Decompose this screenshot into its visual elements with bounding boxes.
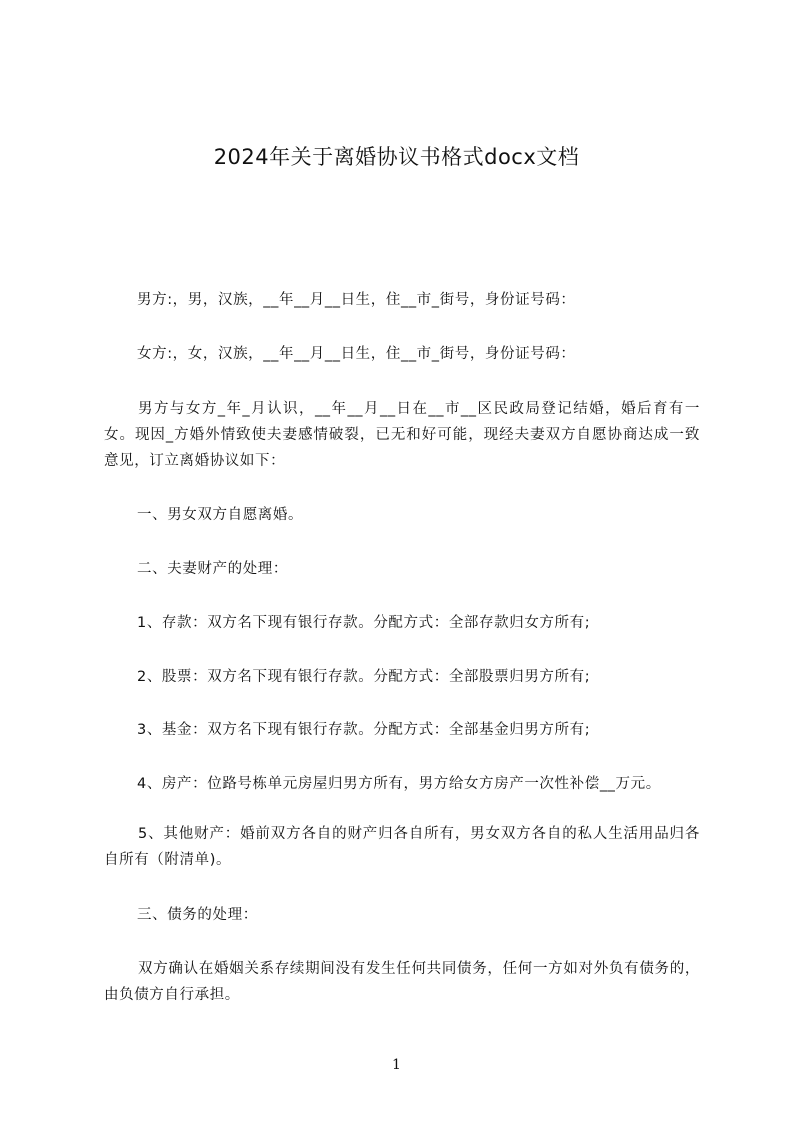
section-heading-3: 三、债务的处理：: [137, 907, 258, 923]
paragraph-background: 男方与女方_年_月认识，__年__月__日在__市__区民政局登记结婚，婚后育有一女。现因_方婚外情致使夫妻感情破裂，已无和好可能，现经夫妻双方自愿协商达成一致意见，订立离婚协议如下：: [104, 401, 700, 469]
list-item-stocks: 2、股票：双方名下现有银行存款。分配方式：全部股票归男方所有;: [137, 669, 591, 685]
paragraph-wife-info: 女方:，女，汉族，__年__月__日生，住__市_街号，身份证号码：: [137, 346, 576, 362]
paragraph-husband-info: 男方:，男，汉族，__年__月__日生，住__市_街号，身份证号码：: [137, 292, 576, 308]
section-heading-1: 一、男女双方自愿离婚。: [137, 507, 304, 523]
page-number: 1: [392, 1057, 401, 1073]
list-item-funds: 3、基金：双方名下现有银行存款。分配方式：全部基金归男方所有;: [137, 722, 591, 738]
document-title: 2024年关于离婚协议书格式docx文档: [213, 145, 580, 169]
list-item-savings: 1、存款：双方名下现有银行存款。分配方式：全部存款归女方所有;: [137, 615, 591, 631]
list-item-property: 4、房产：位路号栋单元房屋归男方所有，男方给女方房产一次性补偿__万元。: [137, 776, 661, 792]
paragraph-debts: 双方确认在婚姻关系存续期间没有发生任何共同债务，任何一方如对外负有债务的，由负债方自行承担。: [104, 961, 700, 1003]
section-heading-2: 二、夫妻财产的处理：: [137, 561, 288, 577]
list-item-other-property: 5、其他财产：婚前双方各自的财产归各自所有，男女双方各自的私人生活用品归各自所有（附清单)。: [104, 826, 700, 868]
